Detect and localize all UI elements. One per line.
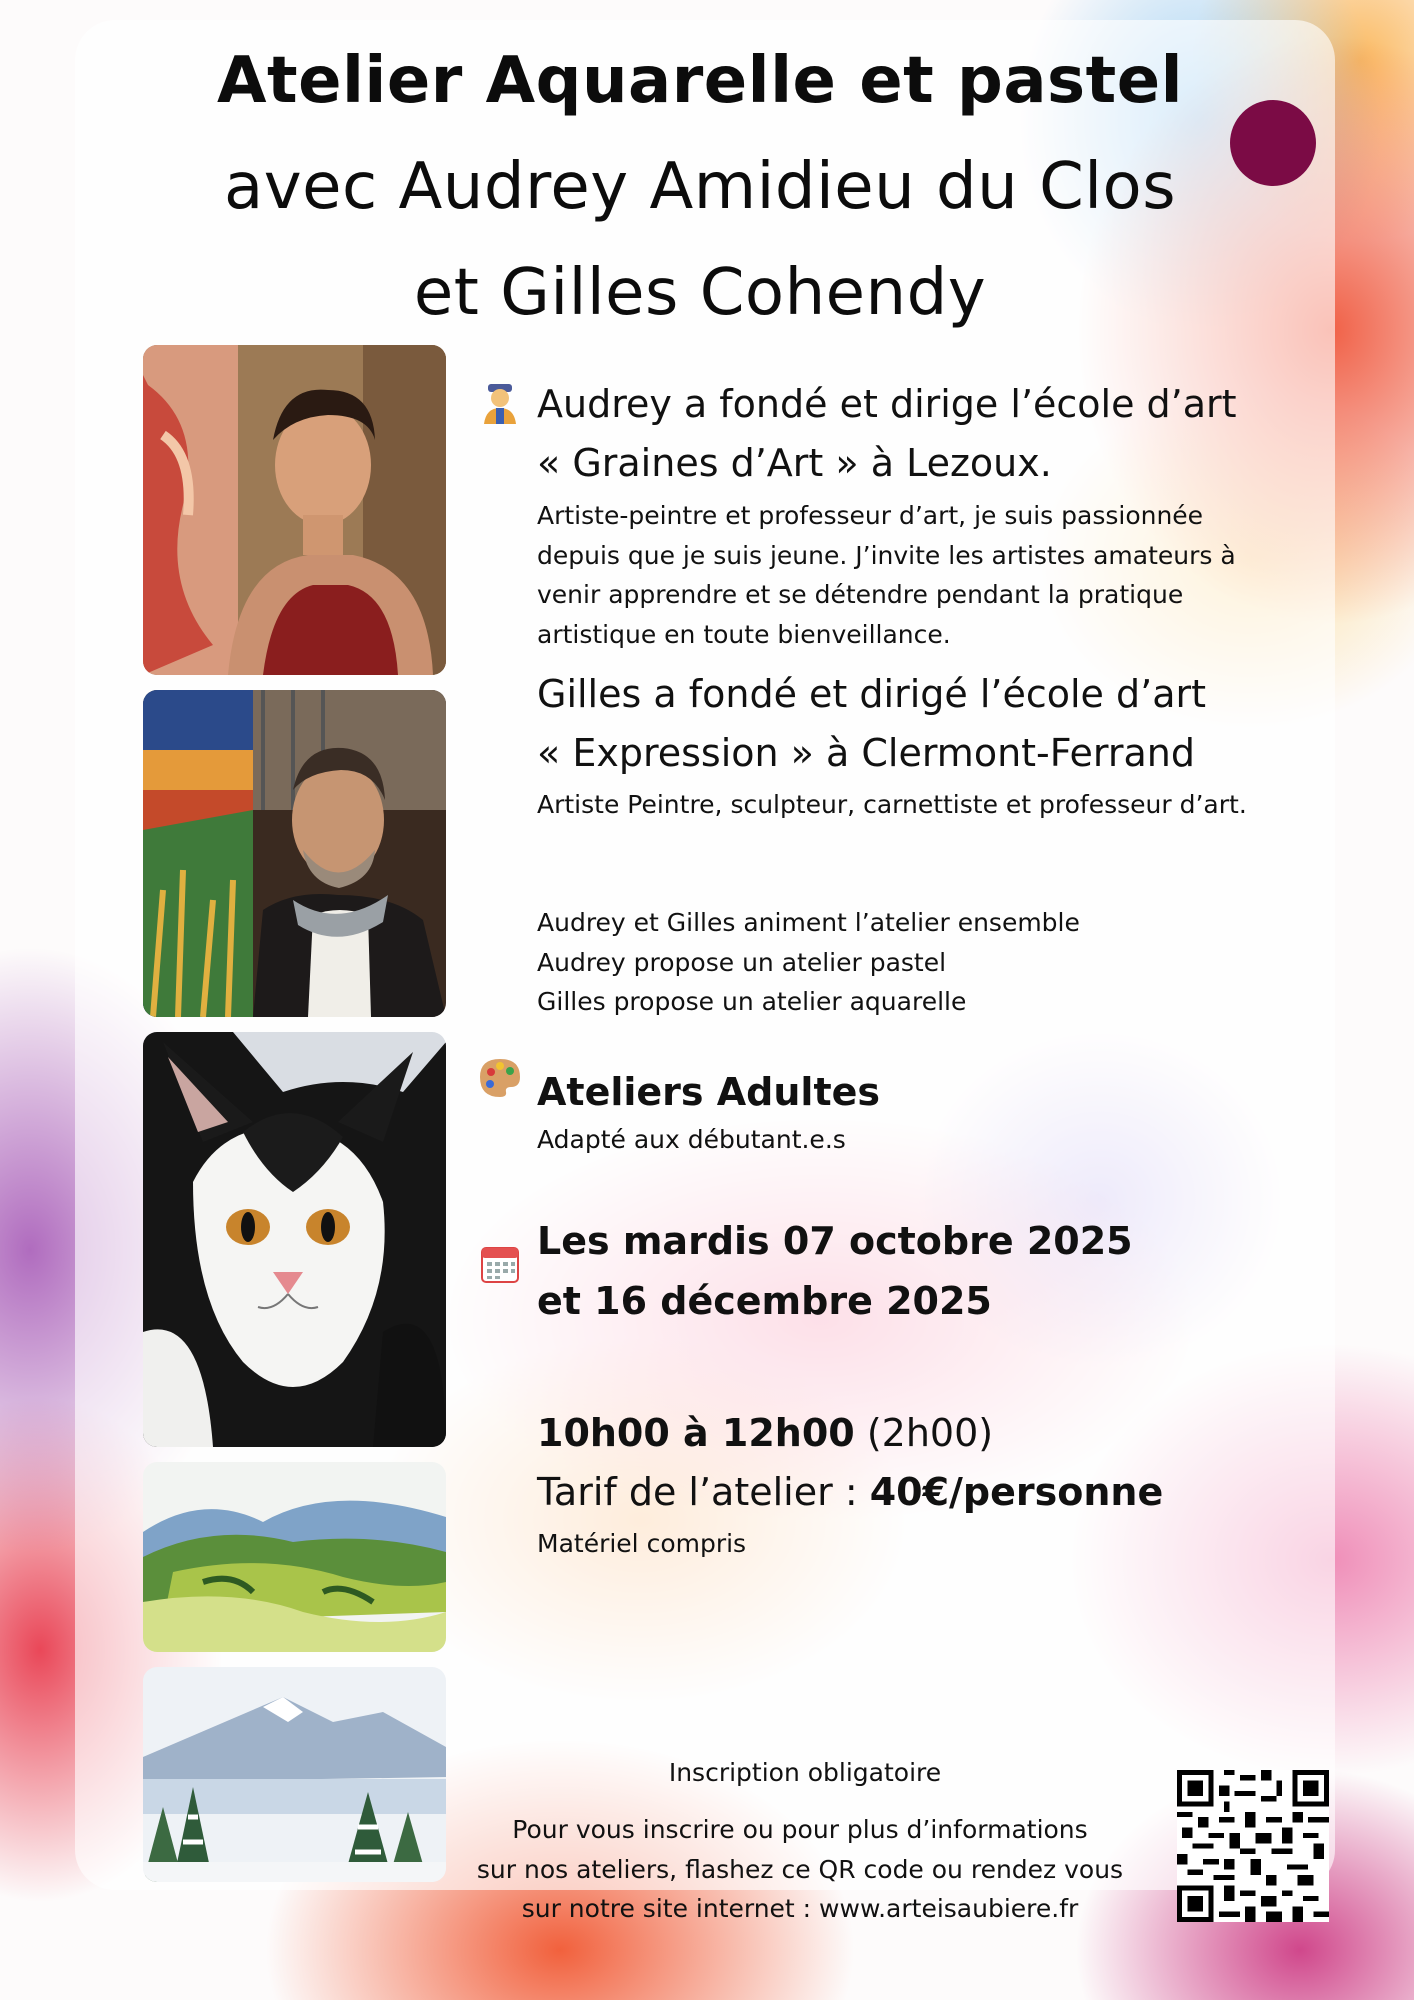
footer-info-line: Pour vous inscrire ou pour plus d’informations [512, 1815, 1088, 1844]
photo-watercolor-hills [143, 1462, 446, 1652]
footer-info-line: sur notre site internet : www.arteisaubiere.fr [521, 1894, 1079, 1923]
audrey-bio [537, 496, 1236, 654]
price-label: Tarif de l’atelier : [537, 1470, 858, 1514]
gilles-heading-1: Gilles a fondé et dirigé l’école d’art [537, 672, 1207, 716]
accent-dot [1230, 100, 1316, 186]
palette-icon [478, 1055, 522, 1099]
audrey-bio-line: artistique en toute bienveillance. [537, 619, 951, 649]
audrey-heading-1: Audrey a fondé et dirige l’école d’art [537, 382, 1237, 426]
dates-line-1: Les mardis 07 octobre 2025 [537, 1219, 1133, 1263]
photo-audrey-portrait [143, 345, 446, 675]
title-line-3: et Gilles Cohendy [413, 256, 987, 330]
registration-required: Inscription obligatoire [668, 1758, 942, 1787]
together-block [537, 903, 1080, 1022]
audrey-bio-line: depuis que je suis jeune. J’invite les artistes amateurs à [537, 540, 1236, 570]
audrey-heading-2: « Graines d’Art » à Lezoux. [537, 441, 1052, 485]
together-line: Gilles propose un atelier aquarelle [537, 987, 967, 1016]
poster-title [0, 28, 1400, 346]
gilles-heading-2: « Expression » à Clermont-Ferrand [537, 731, 1195, 775]
footer-info [440, 1810, 1160, 1929]
material-included: Matériel compris [537, 1529, 747, 1558]
duration: (2h00) [866, 1411, 994, 1455]
qr-code[interactable] [1177, 1770, 1329, 1922]
together-line: Audrey et Gilles animent l’atelier ensemble [537, 908, 1080, 937]
footer-info-line: sur nos ateliers, flashez ce QR code ou rendez vous [476, 1854, 1124, 1884]
price-line [537, 1463, 1163, 1522]
gilles-bio: Artiste Peintre, sculpteur, carnettiste et professeur d’art. [537, 790, 1247, 819]
together-line: Audrey propose un atelier pastel [537, 947, 947, 977]
adults-subtitle: Adapté aux débutant.e.s [537, 1125, 846, 1154]
audrey-bio-line: venir apprendre et se détendre pendant la pratique [537, 580, 1184, 609]
title-line-1: Atelier Aquarelle et pastel [216, 44, 1184, 118]
photo-watercolor-winter [143, 1667, 446, 1882]
title-line-2: avec Audrey Amidieu du Clos [223, 150, 1177, 224]
time-range: 10h00 à 12h00 [537, 1411, 855, 1455]
artist-icon [478, 380, 522, 424]
adults-heading: Ateliers Adultes [537, 1070, 881, 1114]
price-value: 40€/personne [869, 1470, 1164, 1514]
schedule-time [537, 1404, 993, 1463]
dates-line-2: et 16 décembre 2025 [537, 1279, 992, 1323]
calendar-icon [478, 1242, 522, 1286]
photo-cat-painting [143, 1032, 446, 1447]
audrey-bio-line: Artiste-peintre et professeur d’art, je suis passionnée [537, 501, 1204, 530]
photo-gilles-portrait [143, 690, 446, 1017]
